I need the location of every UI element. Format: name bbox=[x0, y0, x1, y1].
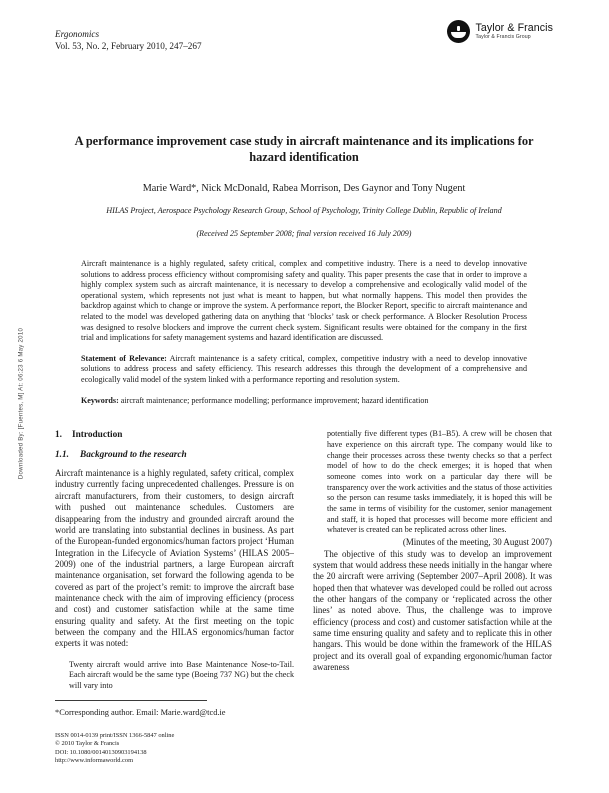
statement-of-relevance-text: Aircraft maintenance is a safety critical, complex, competitive industry with a need to develop innovative solutions to address process and safety efficiency. This research addresses this through the development of a comprehensive and ecologically valid model of the system linked with a performance reporting and resolution system. bbox=[81, 353, 527, 384]
body-columns bbox=[55, 429, 553, 692]
doi-line: DOI: 10.1080/00140130903194138 bbox=[55, 748, 147, 756]
page-content bbox=[55, 0, 553, 793]
issn-line: ISSN 0014-0139 print/ISSN 1366-5847 online bbox=[55, 731, 175, 739]
subsection-heading-background bbox=[55, 449, 294, 462]
imprint-block bbox=[55, 732, 553, 766]
page-footer bbox=[55, 700, 553, 766]
statement-of-relevance bbox=[81, 354, 527, 386]
footnote-divider bbox=[55, 700, 207, 701]
subsection-title: Background to the research bbox=[80, 450, 187, 461]
download-watermark: Downloaded By: [Fuentes, M] At: 06:23 6 May 2010 bbox=[17, 327, 25, 480]
paragraph-objective: The objective of this study was to develop an improvement system that would address these needs initially in the hangar where the 20 aircraft were arriving (September 2007–April 2008). It was hoped then that whatever was developed could be rolled out across the other hangars of the company or ‘replicated across the other lines’ as noted above. Thus, the challenge was to improve efficiency (process and cost) and customer satisfaction while at the same time ensuring quality and safety and to replicate this in other hangars. This would be done within the framework of the HILAS project and its overall goal of expanding ergonomic/human factor awareness bbox=[313, 548, 552, 672]
blockquote-meeting-notes: Twenty aircraft would arrive into Base Maintenance Nose-to-Tail. Each aircraft would be the same type (Boeing 737 NG) but the check will vary into bbox=[69, 659, 294, 691]
paragraph-background: Aircraft maintenance is a highly regulated, safety critical, complex industry currently facing unprecedented challenges. Pressure is on aircraft manufacturers, from their customers, to design aircraft with pushed out maintenance schedules. Customers are disappearing from the industry and grounded aircraft around the world are translating into substantial declines in business. As part of the European-funded ergonomics/human factors project ‘Human Integration in the Lifecycle of Aviation Systems’ (HILAS 2005–2009) one of the industrial partners, a large European aircraft maintenance organisation, set forward the following agenda to be covered as part of the project’s remit: to improve the aircraft base maintenance check with the aim of improving efficiency (process and cost) and customer satisfaction while at the same time ensuring quality and safety. At the first meeting on the topic between the company and the HILAS ergonomics/human factor experts it was noted: bbox=[55, 468, 294, 649]
taylor-francis-mark-icon bbox=[447, 20, 470, 43]
journal-name: Ergonomics bbox=[55, 29, 100, 39]
section-heading-introduction bbox=[55, 429, 294, 442]
subsection-number: 1.1. bbox=[55, 450, 69, 461]
publisher-name: Taylor & Francis bbox=[475, 21, 553, 34]
journal-issue-line: Vol. 53, No. 2, February 2010, 247–267 bbox=[55, 41, 202, 51]
taylor-francis-wordmark bbox=[475, 23, 553, 41]
masthead bbox=[55, 0, 553, 86]
author-list: Marie Ward*, Nick McDonald, Rabea Morrison, Des Gaynor and Tony Nugent bbox=[142, 183, 466, 194]
keywords bbox=[81, 396, 527, 407]
statement-of-relevance-label: Statement of Relevance: bbox=[81, 353, 167, 363]
blockquote-source: (Minutes of the meeting, 30 August 2007) bbox=[402, 537, 552, 548]
abstract-block bbox=[81, 259, 527, 406]
corresponding-author-note: *Corresponding author. Email: Marie.ward@tcd.ie bbox=[55, 707, 226, 717]
column-left bbox=[55, 429, 294, 692]
keywords-label: Keywords: bbox=[81, 395, 119, 405]
keywords-text: aircraft maintenance; performance modelling; performance improvement; hazard identification bbox=[118, 395, 429, 405]
taylor-francis-logo bbox=[447, 20, 553, 43]
column-right bbox=[313, 429, 552, 692]
copyright-line: © 2010 Taylor & Francis bbox=[55, 740, 120, 748]
title-block bbox=[55, 133, 553, 240]
received-dates: (Received 25 September 2008; final version received 16 July 2009) bbox=[196, 229, 412, 238]
publisher-url: http://www.informaworld.com bbox=[55, 757, 134, 765]
abstract-text: Aircraft maintenance is a highly regulated, safety critical, complex and competitive industry. There is a need to develop innovative solutions to address process efficiency without compromising safety and quality. This paper presents the case that in order to improve a highly complex system such as aircraft maintenance, it is necessary to develop a comprehensive and ecologically valid model of the operational system, which represents not just what is meant to happen, but what normally happens. This model then provides the backdrop against which to change or improve the system. A performance report, the Blocker Report, specific to aircraft maintenance and related to the model was developed gathering data on anything that ‘blocks’ task or check performance. A Blocker Resolution Process was designed to resolve blockers and improve the current check system. Significant results were obtained for the company in the first trial and implications for safety management systems and hazard identification are discussed. bbox=[81, 259, 527, 343]
publisher-group: Taylor & Francis Group bbox=[475, 33, 531, 40]
section-number: 1. bbox=[55, 430, 62, 441]
section-title: Introduction bbox=[72, 430, 123, 441]
affiliation: HILAS Project, Aerospace Psychology Research Group, School of Psychology, Trinity College Dublin, Republic of Ireland bbox=[106, 206, 502, 215]
blockquote-meeting-notes-continued: potentially five different types (B1–B5). A crew will be chosen that have experience on this aircraft type. The company would like to change their processes across these twenty checks so that a perfect model of how to do the check emerges; it is hoped that when someone comes into work on a particular day there will be transparency over the work activities and the status of those activities so the person can resume tasks immediately, it is hoped this will be the same in terms of visibility for the customer, senior management and staff, it is hoped that processes will become more efficient and whatever is created can be replicated across other lines. bbox=[327, 429, 552, 535]
page-title: A performance improvement case study in aircraft maintenance and its implications for hazard identification bbox=[74, 134, 534, 164]
